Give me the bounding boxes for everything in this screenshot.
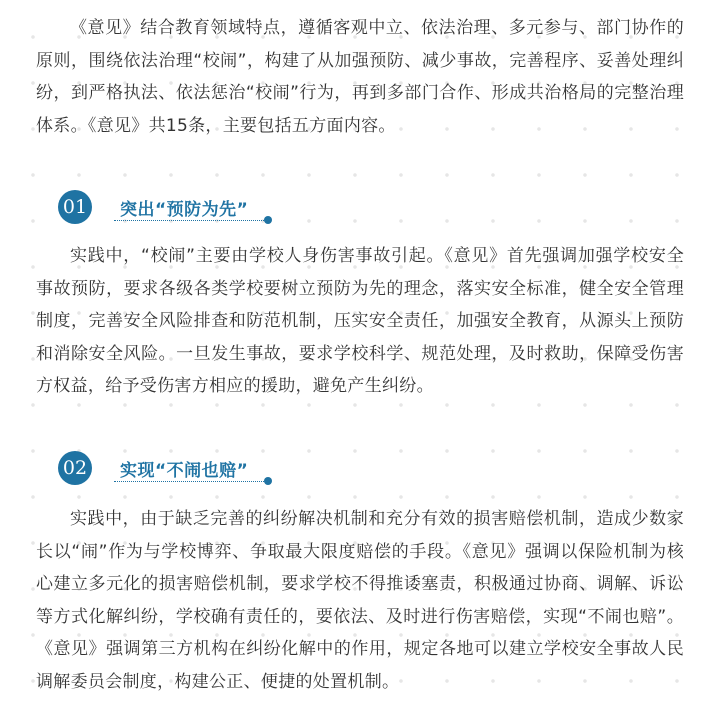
section-number-badge: 02 [58, 451, 92, 485]
section-number-badge: 01 [58, 190, 92, 224]
section-underline [114, 481, 266, 482]
section-title: 实现“不闹也赔” [120, 461, 249, 481]
section-underline-dot [264, 216, 272, 224]
section-02-paragraph: 实践中，由于缺乏完善的纠纷解决机制和充分有效的损害赔偿机制，造成少数家长以“闹”作为与学校博弈、争取最大限度赔偿的手段。《意见》强调以保险机制为核心建立多元化的损害赔偿机制，要求学校不得推诿塞责，积极通过协商、调解、诉讼等方式化解纠纷，学校确有责任的，要依法、及时进行伤害赔偿，实现“不闹也赔”。《意见》强调第三方机构在纠纷化解中的作用，规定各地可以建立学校安全事故人民调解委员会制度，构建公正、便捷的处置机制。 [36, 509, 684, 692]
section-01-paragraph: 实践中，“校闹”主要由学校人身伤害事故引起。《意见》首先强调加强学校安全事故预防，要求各级各类学校要树立预防为先的理念，落实安全标准，健全安全管理制度，完善安全风险排查和防范机制，压实安全责任，加强安全教育，从源头上预防和消除安全风险。一旦发生事故，要求学校科学、规范处理，及时救助，保障受伤害方权益，给予受伤害方相应的援助，避免产生纠纷。 [36, 246, 684, 396]
section-underline-dot [264, 477, 272, 485]
section-header-01 [58, 190, 288, 230]
section-underline [114, 220, 266, 221]
intro-paragraph: 《意见》结合教育领域特点，遵循客观中立、依法治理、多元参与、部门协作的原则，围绕依法治理“校闹”，构建了从加强预防、减少事故，完善程序、妥善处理纠纷，到严格执法、依法惩治“校闹”行为，再到多部门合作、形成共治格局的完整治理体系。《意见》共15条，主要包括五方面内容。 [36, 18, 684, 136]
section-header-02 [58, 451, 288, 491]
section-title: 突出“预防为先” [120, 200, 249, 220]
